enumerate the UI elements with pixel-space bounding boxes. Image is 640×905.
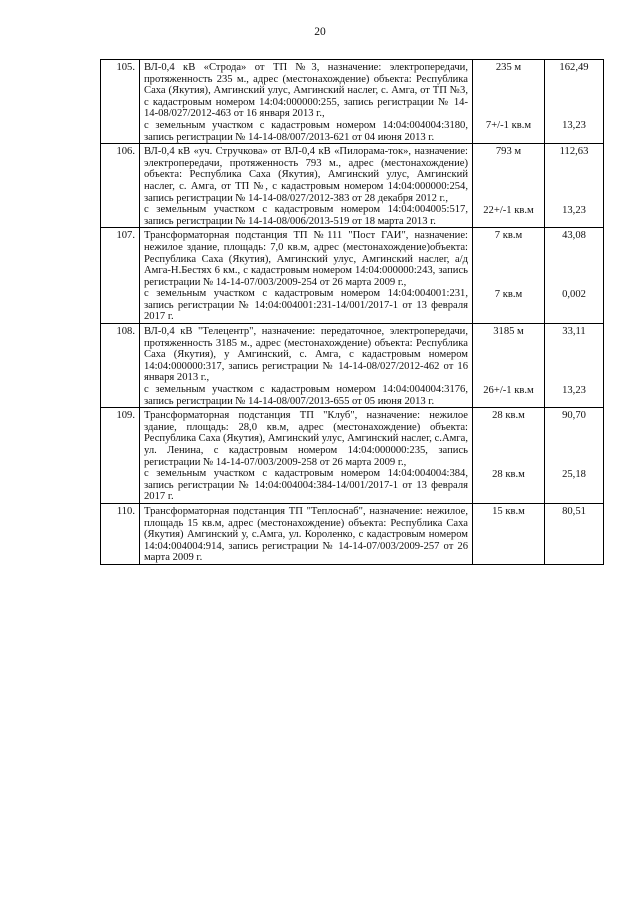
area-cell — [473, 503, 545, 564]
price-cell — [545, 503, 604, 564]
table-row — [101, 408, 604, 504]
object-paragraph: ВЛ-0,4 кВ "Телецентр", назначение: передаточное, электропередачи, протяженность 3185 м., адрес (местонахождение) объекта: Республика Саха (Якутия), у Амгинский, с. Амга, с кадастровым номером 14:04:000000:317, запись регистрации № 14-14-08/027/2012-462 от 16 января 2013 г., — [144, 326, 468, 384]
area-value: 15 кв.м — [492, 505, 525, 517]
price-value: 162,49 — [559, 62, 589, 73]
object-description — [140, 60, 473, 144]
table-body — [101, 60, 604, 565]
area-value: 793 м — [495, 146, 522, 158]
price-cell — [545, 144, 604, 228]
object-description — [140, 144, 473, 228]
area-cell — [473, 408, 545, 504]
area-value: 7 кв.м — [494, 230, 523, 242]
row-number: 106. — [101, 144, 140, 228]
object-description — [140, 503, 473, 564]
area-cell — [473, 60, 545, 144]
price-value: 80,51 — [562, 505, 586, 517]
property-table — [100, 59, 604, 565]
area-value: 7 кв.м — [494, 288, 523, 300]
price-value: 13,23 — [562, 204, 586, 216]
row-number: 108. — [101, 324, 140, 408]
price-value: 43,08 — [562, 230, 586, 242]
object-paragraph: ВЛ-0,4 кВ «Строда» от ТП №3, назначение: электропередачи, протяженность 235 м., адрес (местонахождение) объекта: Республика Саха (Якутия), Амгинский улус, Амгинский наслег, с. Амга, от ТП №3, с кадастровым номером 14:04:000000:255, запись регистрации № 14-14-08/027/2012-463 от 16 января 2013 г., — [144, 62, 468, 120]
price-value: 112,63 — [559, 146, 589, 158]
table-row — [101, 60, 604, 144]
row-number: 105. — [101, 60, 140, 144]
object-description — [140, 228, 473, 324]
price-cell — [545, 408, 604, 504]
land-plot-paragraph: с земельным участком с кадастровым номером 14:04:004004:384, запись регистрации № 14:04:004004:384-14/001/2017-1 от 13 февраля 2017 г. — [144, 468, 468, 503]
area-value: 28 кв.м — [492, 468, 525, 480]
area-cell — [473, 324, 545, 408]
area-value: 235 м — [495, 62, 522, 73]
area-value: 7+/-1 кв.м — [485, 120, 532, 132]
price-cell — [545, 228, 604, 324]
land-plot-paragraph: с земельным участком с кадастровым номером 14:04:004001:231, запись регистрации № 14:04:004001:231-14/001/2017-1 от 13 февраля 2017 г. — [144, 288, 468, 323]
table-row — [101, 324, 604, 408]
object-paragraph: Трансформаторная подстанция ТП №111 "Пост ГАИ", назначение: нежилое здание, площадь: 7,0 кв.м, адрес (местонахождение)объекта: Республика Саха (Якутия), Амгинский улус, Амгинский наслег, а/д Амга-Н.Бестях 6 км., с кадастровым номером 14:04:000000:243, запись регистрации № 14-14-07/003/2009-254 от 26 марта 2009 г., — [144, 230, 468, 288]
price-value: 25,18 — [562, 468, 586, 480]
land-plot-paragraph: с земельным участком с кадастровым номером 14:04:004004:3176, запись регистрации № 14-14-08/007/2013-655 от 05 июня 2013 г. — [144, 384, 468, 407]
object-paragraph: Трансформаторная подстанция ТП "Клуб", назначение: нежилое здание, площадь: 28,0 кв.м, адрес (местонахождение) объекта: Республика Саха (Якутия), Амгинский улус, Амгинский наслег, с.Амга, ул. Ленина, с кадастровым номером 14:04:000000:235, запись регистрации № 14-14-07/003/2009-258 от 26 марта 2009 г., — [144, 410, 468, 468]
row-number: 107. — [101, 228, 140, 324]
price-cell — [545, 324, 604, 408]
price-value: 0,002 — [562, 288, 586, 300]
object-paragraph: Трансформаторная подстанция ТП "Теплоснаб", назначение: нежилое, площадь 15 кв.м, адрес (местонахождение) объекта: Республика Саха (Якутия) Амгинский у, с.Амга, ул. Короленко, с кадастровым номером 14:04:004004:914, запись регистрации № 14-14-07/003/2009-257 от 26 марта 2009 г. — [144, 505, 468, 564]
price-value: 13,23 — [562, 120, 586, 132]
price-cell — [545, 60, 604, 144]
area-value: 22+/-1 кв.м — [483, 204, 534, 216]
row-number: 109. — [101, 408, 140, 504]
table-row — [101, 228, 604, 324]
land-plot-paragraph: с земельным участком с кадастровым номером 14:04:004005:517, запись регистрации № 14-14-08/006/2013-519 от 18 марта 2013 г. — [144, 204, 468, 227]
area-value: 26+/-1 кв.м — [483, 384, 534, 396]
table-row — [101, 503, 604, 564]
land-plot-paragraph: с земельным участком с кадастровым номером 14:04:004004:3180, запись регистрации № 14-14-08/007/2013-621 от 04 июня 2013 г. — [144, 119, 468, 143]
area-cell — [473, 144, 545, 228]
row-number: 110. — [101, 503, 140, 564]
object-paragraph: ВЛ-0,4 кВ «уч. Стручкова» от ВЛ-0,4 кВ «Пилорама-ток», назначение: электропередачи, протяженность 793 м., адрес (местонахождение) объекта: Республика Саха (Якутия), Амгинский улус, Амгинский наслег, с. Амга, от ТП №, с кадастровым номером 14:04:000000:254, запись регистрации № 14-14-08/027/2012-383 от 28 декабря 2012 г., — [144, 146, 468, 204]
page-number: 20 — [314, 26, 326, 38]
price-value: 13,23 — [562, 384, 586, 396]
object-description — [140, 408, 473, 504]
price-value: 90,70 — [562, 410, 586, 422]
area-cell — [473, 228, 545, 324]
price-value: 33,11 — [562, 326, 586, 338]
area-value: 3185 м — [493, 326, 524, 338]
object-description — [140, 324, 473, 408]
table-row — [101, 144, 604, 228]
area-value: 28 кв.м — [492, 410, 525, 422]
